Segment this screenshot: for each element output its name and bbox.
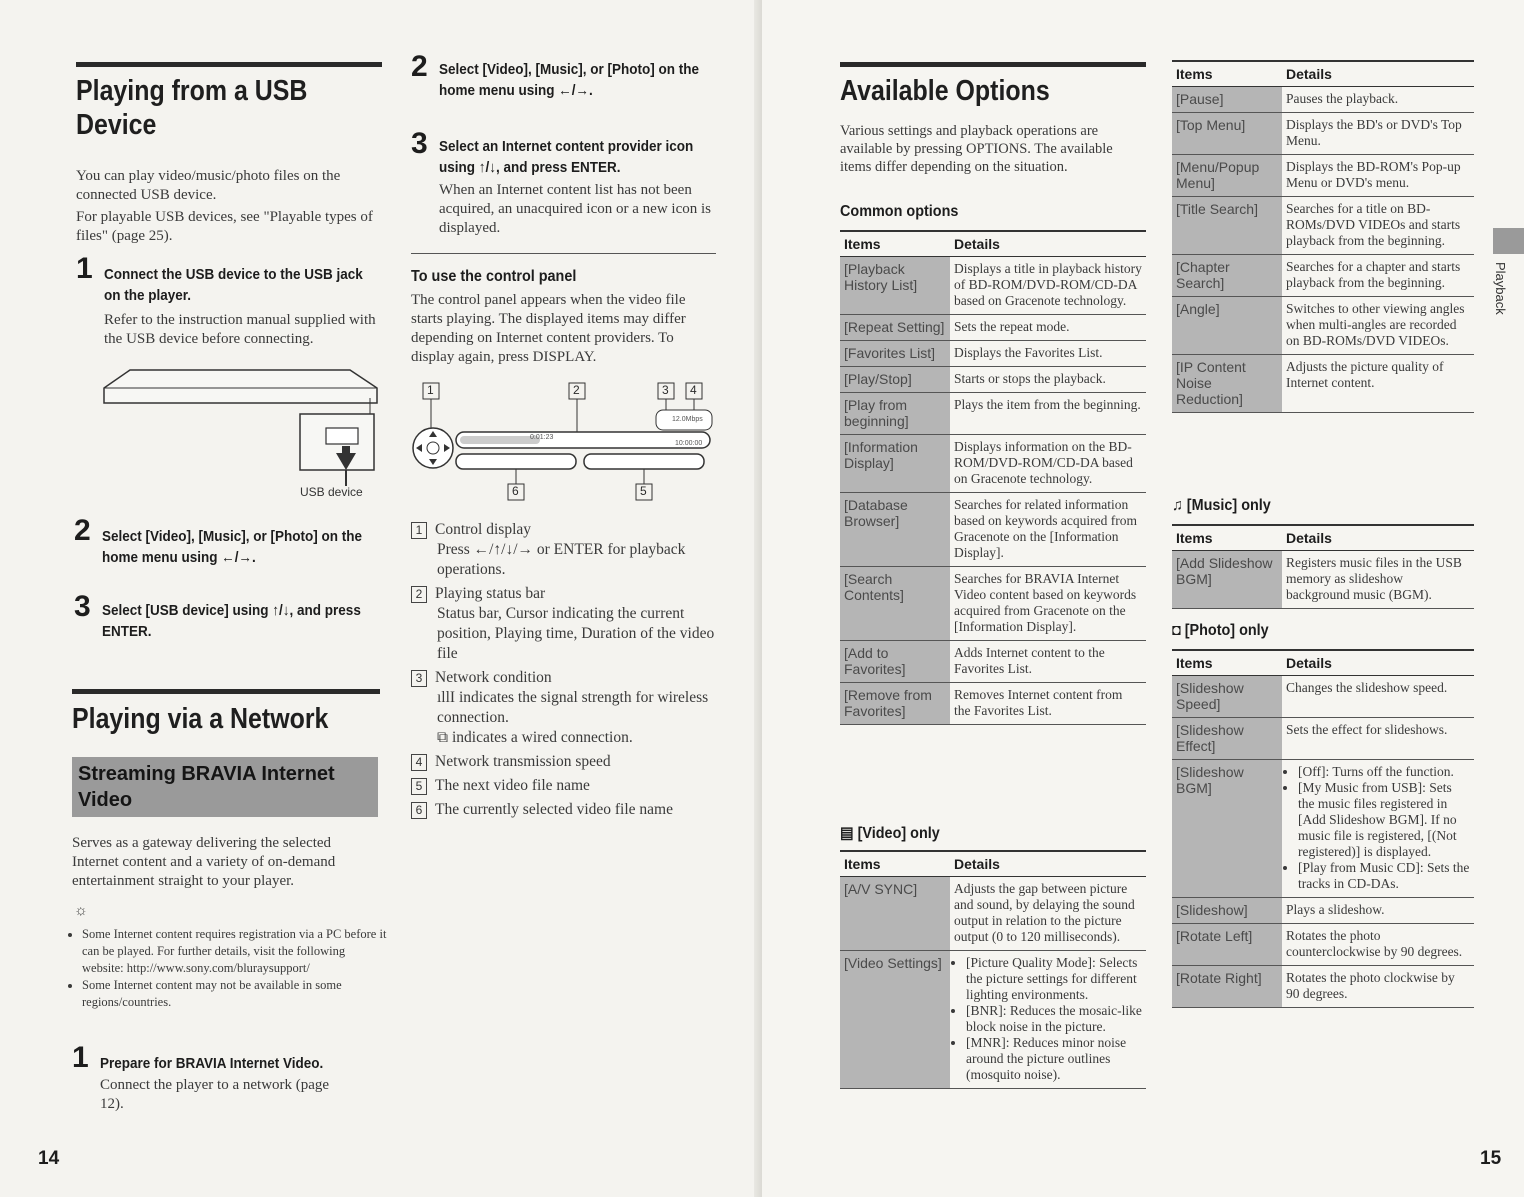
option-detail: Registers music files in the USB memory as slideshow background music (BGM). [1282, 551, 1474, 609]
option-item: [Add to Favorites] [840, 641, 950, 683]
table-row [1172, 676, 1474, 718]
photo-options-table [1172, 649, 1474, 1008]
table-row [840, 493, 1146, 567]
detail-bullet: • [Play from Music CD]: Sets the tracks in CD-DAs. [1298, 860, 1470, 892]
option-detail: Adds Internet content to the Favorites List. [950, 641, 1146, 683]
music-options-table [1172, 524, 1474, 609]
option-detail: Searches for BRAVIA Internet Video content based on keywords acquired from Gracenote on the [Information Display]. [950, 567, 1146, 641]
step-description: Refer to the instruction manual supplied with the USB device before connecting. [104, 312, 376, 347]
table-row [1172, 898, 1474, 924]
option-item: [Play from beginning] [840, 393, 950, 435]
video-only-heading: ▤ [Video] only [840, 825, 940, 842]
usb-intro-2: For playable USB devices, see "Playable types of files" (page 25). [76, 209, 373, 244]
note-item: • Some Internet content requires registration via a PC before it can be played. For further details, visit the following website: http://www.sony.com/bluraysupport/ [82, 926, 387, 977]
option-item: [Repeat Setting] [840, 315, 950, 341]
option-item: [Video Settings] [840, 951, 950, 1089]
options-intro: Various settings and playback operations are available by pressing OPTIONS. The available items differ depending on the situation. [840, 123, 1113, 175]
divider [411, 253, 716, 254]
step-heading: Connect the USB device to the USB jack on the player. [104, 266, 363, 304]
page-number: 14 [38, 1148, 60, 1169]
diagram-legend [411, 520, 721, 820]
option-detail [950, 951, 1146, 1089]
legend-item: 1 Control display [411, 520, 721, 540]
table-row [1172, 297, 1474, 355]
control-panel-diagram [408, 378, 718, 506]
step-number: 1 [72, 1041, 89, 1074]
common-options-table [840, 230, 1146, 725]
option-detail: Switches to other viewing angles when multi-angles are recorded on BD-ROMs/DVD VIDEOs. [1282, 297, 1474, 355]
detail-bullet: • [My Music from USB]: Sets the music files registered in [Add Slideshow BGM]. If no music file is registered, [(Not registered)] is displayed. [1298, 780, 1470, 860]
table-row [1172, 155, 1474, 197]
col-header-details: Details [950, 231, 1146, 257]
table-row [840, 257, 1146, 315]
option-detail: Pauses the playback. [1282, 87, 1474, 113]
playing-time: 0:01:23 [530, 434, 554, 441]
option-item: [Slideshow BGM] [1172, 760, 1282, 898]
option-item: [Slideshow Effect] [1172, 718, 1282, 760]
option-detail: Sets the effect for slideshows. [1282, 718, 1474, 760]
side-tab-marker [1493, 228, 1524, 254]
step-heading: Select an Internet content provider icon using ↑/↓, and press ENTER. [439, 138, 694, 176]
option-detail: Adjusts the picture quality of Internet content. [1282, 355, 1474, 413]
table-row [1172, 924, 1474, 966]
notes-list [72, 926, 387, 1011]
table-row [1172, 113, 1474, 155]
option-detail: Removes Internet content from the Favorites List. [950, 683, 1146, 725]
option-detail: Adjusts the gap between picture and sound, by delaying the sound output in relation to the picture output (0 to 120 milliseconds). [950, 877, 1146, 951]
options-title: Available Options [840, 75, 1050, 107]
option-detail: Plays a slideshow. [1282, 898, 1474, 924]
control-panel-heading: To use the control panel [411, 268, 577, 285]
option-detail: Sets the repeat mode. [950, 315, 1146, 341]
table-row [1172, 760, 1474, 898]
legend-desc: ıllI indicates the signal strength for wireless connection. [437, 689, 709, 726]
table-row [1172, 197, 1474, 255]
table-row [840, 951, 1146, 1089]
option-detail: Searches for a title on BD-ROMs/DVD VIDEOs and starts playback from the beginning. [1282, 197, 1474, 255]
option-detail: Plays the item from the beginning. [950, 393, 1146, 435]
music-only-heading: ♫ [Music] only [1172, 497, 1271, 514]
step-number: 2 [411, 50, 428, 83]
page-number: 15 [1480, 1148, 1502, 1169]
step-description: Connect the player to a network (page 12). [100, 1077, 330, 1112]
option-detail: Displays information on the BD-ROM/DVD-ROM/CD-DA based on Gracenote technology. [950, 435, 1146, 493]
usb-intro-1: You can play video/music/photo files on the connected USB device. [76, 168, 341, 203]
option-detail: Changes the slideshow speed. [1282, 676, 1474, 718]
detail-bullet: • [BNR]: Reduces the mosaic-like block noise in the picture. [966, 1003, 1142, 1035]
step-heading: Select [USB device] using ↑/↓, and press ENTER. [102, 602, 361, 640]
option-item: [Slideshow] [1172, 898, 1282, 924]
detail-bullet: • [MNR]: Reduces minor noise around the picture outlines (mosquito noise). [966, 1035, 1142, 1083]
common-options-heading: Common options [840, 203, 959, 220]
option-item: [Information Display] [840, 435, 950, 493]
step-heading: Select [Video], [Music], or [Photo] on the home menu using ←/→. [439, 61, 700, 99]
col-header-items: Items [1172, 650, 1282, 676]
option-detail: Displays the BD's or DVD's Top Menu. [1282, 113, 1474, 155]
side-tab-label: Playback [1493, 262, 1508, 315]
table-row [1172, 355, 1474, 413]
table-row [1172, 551, 1474, 609]
option-detail: Searches for a chapter and starts playback from the beginning. [1282, 255, 1474, 297]
step-description: When an Internet content list has not been acquired, an unacquired icon or a new icon is displayed. [439, 182, 711, 236]
table-row [840, 567, 1146, 641]
callout-1: 1 [427, 383, 434, 397]
legend-desc: Status bar, Cursor indicating the current position, Playing time, Duration of the video file [437, 605, 715, 662]
legend-desc: ⧉ indicates a wired connection. [437, 729, 633, 746]
option-item: [Chapter Search] [1172, 255, 1282, 297]
streaming-band-heading: Streaming BRAVIA Internet Video [72, 757, 378, 817]
table-row [840, 367, 1146, 393]
callout-6: 6 [512, 484, 519, 498]
callout-4: 4 [690, 383, 697, 397]
option-item: [Play/Stop] [840, 367, 950, 393]
option-item: [Title Search] [1172, 197, 1282, 255]
option-item: [Top Menu] [1172, 113, 1282, 155]
legend-item: 2 Playing status bar [411, 584, 721, 604]
network-section-title: Playing via a Network [72, 703, 329, 735]
option-detail: Rotates the photo counterclockwise by 90 degrees. [1282, 924, 1474, 966]
option-item: [Remove from Favorites] [840, 683, 950, 725]
duration-time: 10:00:00 [675, 440, 703, 447]
table-row [840, 641, 1146, 683]
col-header-items: Items [840, 231, 950, 257]
option-item: [Add Slideshow BGM] [1172, 551, 1282, 609]
option-item: [A/V SYNC] [840, 877, 950, 951]
table-row [840, 315, 1146, 341]
option-detail: Displays the BD-ROM's Pop-up Menu or DVD's menu. [1282, 155, 1474, 197]
option-item: [Playback History List] [840, 257, 950, 315]
option-item: [Favorites List] [840, 341, 950, 367]
option-item: [Search Contents] [840, 567, 950, 641]
transmission-speed: 12.0Mbps [672, 416, 703, 423]
table-row [840, 393, 1146, 435]
step-number: 2 [74, 514, 91, 547]
top-options-table [1172, 60, 1474, 413]
col-header-details: Details [950, 851, 1146, 877]
side-tab-label-wrap [1484, 262, 1524, 332]
option-detail: Displays the Favorites List. [950, 341, 1146, 367]
option-item: [Pause] [1172, 87, 1282, 113]
option-item: [Angle] [1172, 297, 1282, 355]
col-header-items: Items [1172, 61, 1282, 87]
callout-3: 3 [662, 383, 669, 397]
wired-connection-icon: ⧉ [437, 729, 449, 746]
option-detail: Searches for related information based on keywords acquired from Gracenote on the [Information Display]. [950, 493, 1146, 567]
section-rule [72, 689, 380, 694]
table-row [840, 877, 1146, 951]
step-heading: Select [Video], [Music], or [Photo] on the home menu using ←/→. [102, 528, 363, 566]
step-number: 3 [411, 127, 428, 160]
option-item: [Menu/Popup Menu] [1172, 155, 1282, 197]
video-options-table [840, 850, 1146, 1089]
col-header-details: Details [1282, 61, 1474, 87]
note-item: • Some Internet content may not be available in some regions/countries. [82, 977, 387, 1011]
col-header-details: Details [1282, 650, 1474, 676]
option-item: [Rotate Right] [1172, 966, 1282, 1008]
option-item: [Slideshow Speed] [1172, 676, 1282, 718]
legend-item: 3 Network condition [411, 668, 721, 688]
music-icon: ♫ [1172, 497, 1183, 514]
step-number: 3 [74, 590, 91, 623]
control-panel-body: The control panel appears when the video file starts playing. The displayed items may differ depending on Internet content providers. To display again, press DISPLAY. [411, 292, 686, 365]
camera-icon: ◘ [1172, 622, 1181, 639]
callout-2: 2 [573, 383, 580, 397]
right-page [762, 0, 1524, 1197]
col-header-details: Details [1282, 525, 1474, 551]
section-rule [76, 62, 382, 67]
table-row [1172, 966, 1474, 1008]
col-header-items: Items [840, 851, 950, 877]
photo-only-heading: ◘ [Photo] only [1172, 622, 1269, 639]
usb-connection-illustration [100, 358, 385, 503]
legend-item: 4 Network transmission speed [411, 752, 721, 772]
table-row [840, 435, 1146, 493]
tip-bulb-icon: ☼ [74, 903, 88, 919]
usb-section-title: Playing from a USB Device [76, 75, 308, 141]
section-rule [840, 62, 1146, 67]
option-detail [1282, 760, 1474, 898]
table-row [1172, 87, 1474, 113]
option-detail: Starts or stops the playback. [950, 367, 1146, 393]
table-row [840, 341, 1146, 367]
detail-bullet: • [Picture Quality Mode]: Selects the picture settings for different lighting environments. [966, 955, 1142, 1003]
option-detail: Displays a title in playback history of BD-ROM/DVD-ROM/CD-DA based on Gracenote technology. [950, 257, 1146, 315]
option-detail: Rotates the photo clockwise by 90 degrees. [1282, 966, 1474, 1008]
option-item: [Database Browser] [840, 493, 950, 567]
option-item: [IP Content Noise Reduction] [1172, 355, 1282, 413]
legend-item: 6 The currently selected video file name [411, 800, 721, 820]
detail-bullet: • [Off]: Turns off the function. [1298, 764, 1470, 780]
step-number: 1 [76, 252, 93, 285]
table-row [840, 683, 1146, 725]
callout-5: 5 [640, 484, 647, 498]
legend-desc: Press ←/↑/↓/→ or ENTER for playback operations. [437, 541, 686, 578]
video-icon: ▤ [840, 825, 854, 842]
col-header-items: Items [1172, 525, 1282, 551]
option-item: [Rotate Left] [1172, 924, 1282, 966]
table-row [1172, 718, 1474, 760]
table-row [1172, 255, 1474, 297]
usb-device-label: USB device [300, 485, 363, 499]
streaming-intro: Serves as a gateway delivering the selected Internet content and a variety of on-demand entertainment straight to your player. [72, 835, 336, 889]
legend-item: 5 The next video file name [411, 776, 721, 796]
step-heading: Prepare for BRAVIA Internet Video. [100, 1055, 324, 1072]
